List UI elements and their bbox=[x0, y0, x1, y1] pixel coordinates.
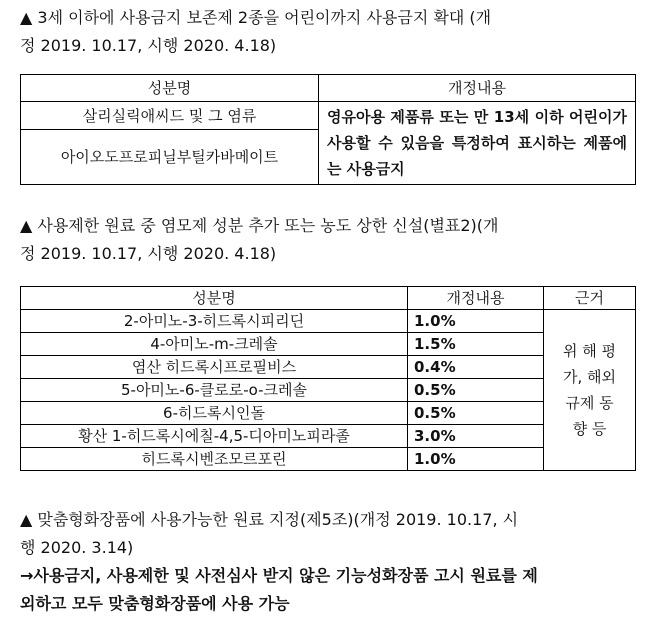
header-revision: 개정내용 bbox=[319, 75, 636, 102]
ingredient-value: 0.5% bbox=[408, 379, 544, 402]
section1-line2: 정 2019. 10.17, 시행 2020. 4.18) bbox=[20, 36, 277, 55]
ingredient-value: 0.5% bbox=[408, 402, 544, 425]
section1-heading bbox=[20, 4, 642, 60]
ingredient-name: 2-아미노-3-히드록시피리딘 bbox=[21, 310, 408, 333]
section3-note-line1: →사용금지, 사용제한 및 사전심사 받지 않은 기능성화장품 고시 원료를 제 bbox=[20, 566, 538, 585]
table-row bbox=[21, 379, 636, 402]
ingredient-value: 1.0% bbox=[408, 448, 544, 471]
ingredient-name: 황산 1-히드록시에칠-4,5-디아미노피라졸 bbox=[21, 425, 408, 448]
table-row bbox=[21, 448, 636, 471]
table-row-ingredient-2: 아이오도프로피닐부틸카바메이트 bbox=[21, 130, 319, 185]
section2-heading bbox=[20, 212, 642, 268]
table-hair-dye bbox=[20, 286, 636, 471]
ingredient-value: 1.5% bbox=[408, 333, 544, 356]
revision-content: 영유아용 제품류 또는 만 13세 이하 어린이가 사용할 수 있음을 특정하여 표시하는 제품에는 사용금지 bbox=[319, 102, 636, 185]
basis-line: 향 등 bbox=[572, 420, 607, 438]
header-ingredient: 성분명 bbox=[21, 287, 408, 310]
ingredient-value: 0.4% bbox=[408, 356, 544, 379]
section2-line1: ▲ 사용제한 원료 중 염모제 성분 추가 또는 농도 상한 신설(별표2)(개 bbox=[20, 216, 499, 235]
header-ingredient: 성분명 bbox=[21, 75, 319, 102]
table-row bbox=[21, 356, 636, 379]
ingredient-name: 히드록시벤조모르포린 bbox=[21, 448, 408, 471]
section3-line2: 행 2020. 3.14) bbox=[20, 538, 134, 557]
section3-heading bbox=[20, 506, 642, 618]
ingredient-name: 4-아미노-m-크레솔 bbox=[21, 333, 408, 356]
basis-cell bbox=[544, 310, 636, 471]
table-row bbox=[21, 310, 636, 333]
ingredient-name: 6-히드록시인돌 bbox=[21, 402, 408, 425]
table-row-ingredient-1: 살리실릭애씨드 및 그 염류 bbox=[21, 102, 319, 130]
table-row bbox=[21, 425, 636, 448]
header-basis: 근거 bbox=[544, 287, 636, 310]
ingredient-name: 5-아미노-6-클로로-o-크레솔 bbox=[21, 379, 408, 402]
table-row bbox=[21, 333, 636, 356]
basis-line: 규제 동 bbox=[565, 394, 614, 412]
basis-line: 가, 해외 bbox=[562, 368, 616, 386]
section3-note-line2: 외하고 모두 맞춤형화장품에 사용 가능 bbox=[20, 594, 290, 613]
section3-line1: ▲ 맞춤형화장품에 사용가능한 원료 지정(제5조)(개정 2019. 10.17, 시 bbox=[20, 510, 519, 529]
table-row bbox=[21, 402, 636, 425]
ingredient-value: 1.0% bbox=[408, 310, 544, 333]
header-revision: 개정내용 bbox=[408, 287, 544, 310]
basis-line: 위 해 평 bbox=[562, 342, 616, 360]
table-preservatives bbox=[20, 74, 636, 185]
ingredient-value: 3.0% bbox=[408, 425, 544, 448]
section2-line2: 정 2019. 10.17, 시행 2020. 4.18) bbox=[20, 244, 277, 263]
ingredient-name: 염산 히드록시프로필비스 bbox=[21, 356, 408, 379]
section1-line1: ▲ 3세 이하에 사용금지 보존제 2종을 어린이까지 사용금지 확대 (개 bbox=[20, 8, 492, 27]
